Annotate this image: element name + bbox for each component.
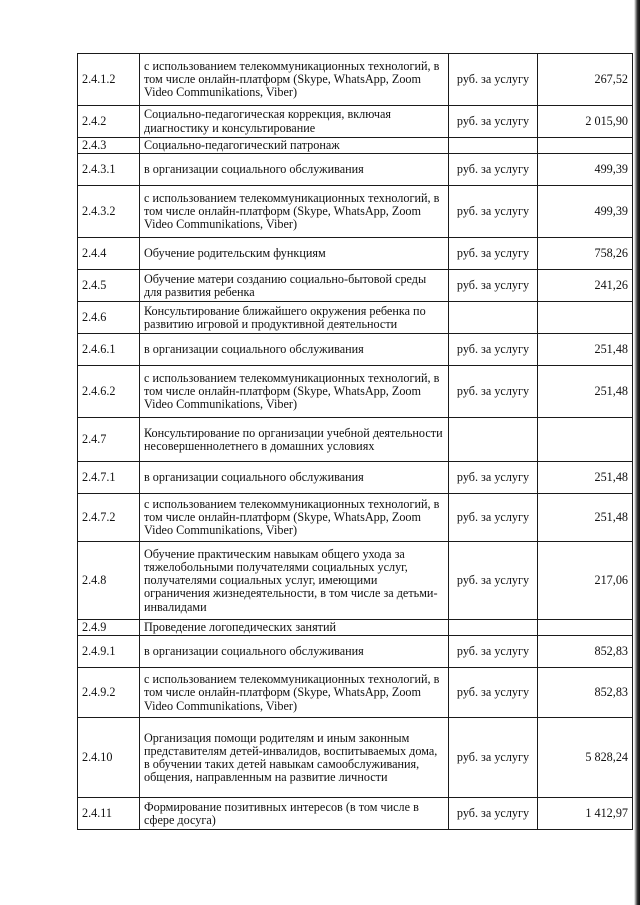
table-row bbox=[78, 798, 633, 830]
code-cell: 2.4.9 bbox=[78, 620, 140, 636]
table-row bbox=[78, 620, 633, 636]
code-cell: 2.4.9.2 bbox=[78, 668, 140, 718]
service-name-cell: Обучение практическим навыкам общего ухода за тяжелобольными получателями социальных услуг, получателями социальных услуг, имеющими ограничения жизнедеятельности, в том числе за детьми-инвалидами bbox=[140, 542, 449, 620]
unit-cell: руб. за услугу bbox=[449, 54, 538, 106]
table-row bbox=[78, 138, 633, 154]
service-name-cell: с использованием телекоммуникационных технологий, в том числе онлайн-платформ (Skype, WhatsApp, Zoom Video Communikations, Viber) bbox=[140, 186, 449, 238]
code-cell: 2.4.7.2 bbox=[78, 494, 140, 542]
unit-cell: руб. за услугу bbox=[449, 154, 538, 186]
price-cell: 2 015,90 bbox=[538, 106, 633, 138]
code-cell: 2.4.6.1 bbox=[78, 334, 140, 366]
service-name-cell: Обучение матери созданию социально-бытовой среды для развития ребенка bbox=[140, 270, 449, 302]
service-name-cell: с использованием телекоммуникационных технологий, в том числе онлайн-платформ (Skype, WhatsApp, Zoom Video Communikations, Viber) bbox=[140, 494, 449, 542]
code-cell: 2.4.7.1 bbox=[78, 462, 140, 494]
unit-cell: руб. за услугу bbox=[449, 462, 538, 494]
service-name-cell: в организации социального обслуживания bbox=[140, 636, 449, 668]
code-cell: 2.4.3 bbox=[78, 138, 140, 154]
table-row bbox=[78, 302, 633, 334]
code-cell: 2.4.10 bbox=[78, 718, 140, 798]
service-name-cell: с использованием телекоммуникационных технологий, в том числе онлайн-платформ (Skype, WhatsApp, Zoom Video Communikations, Viber) bbox=[140, 668, 449, 718]
code-cell: 2.4.1.2 bbox=[78, 54, 140, 106]
price-cell: 852,83 bbox=[538, 668, 633, 718]
service-name-cell: Организация помощи родителям и иным законным представителям детей-инвалидов, воспитываемых дома, в обучении таких детей навыкам самообслуживания, общения, направленным на развитие личности bbox=[140, 718, 449, 798]
code-cell: 2.4.9.1 bbox=[78, 636, 140, 668]
unit-cell: руб. за услугу bbox=[449, 106, 538, 138]
tariff-table-body bbox=[78, 54, 633, 830]
unit-cell bbox=[449, 138, 538, 154]
service-name-cell: Социально-педагогическая коррекция, включая диагностику и консультирование bbox=[140, 106, 449, 138]
code-cell: 2.4.6.2 bbox=[78, 366, 140, 418]
unit-cell bbox=[449, 418, 538, 462]
tariff-table bbox=[77, 53, 633, 830]
price-cell: 499,39 bbox=[538, 186, 633, 238]
service-name-cell: в организации социального обслуживания bbox=[140, 462, 449, 494]
code-cell: 2.4.4 bbox=[78, 238, 140, 270]
unit-cell: руб. за услугу bbox=[449, 542, 538, 620]
unit-cell: руб. за услугу bbox=[449, 270, 538, 302]
service-name-cell: Проведение логопедических занятий bbox=[140, 620, 449, 636]
code-cell: 2.4.11 bbox=[78, 798, 140, 830]
table-row bbox=[78, 462, 633, 494]
unit-cell: руб. за услугу bbox=[449, 798, 538, 830]
price-cell: 251,48 bbox=[538, 334, 633, 366]
service-name-cell: Консультирование по организации учебной деятельности несовершеннолетнего в домашних условиях bbox=[140, 418, 449, 462]
table-row bbox=[78, 542, 633, 620]
unit-cell: руб. за услугу bbox=[449, 334, 538, 366]
table-row bbox=[78, 106, 633, 138]
table-row bbox=[78, 636, 633, 668]
scan-page-edge bbox=[634, 0, 640, 905]
table-row bbox=[78, 54, 633, 106]
price-cell: 251,48 bbox=[538, 366, 633, 418]
price-cell bbox=[538, 620, 633, 636]
code-cell: 2.4.8 bbox=[78, 542, 140, 620]
price-cell: 241,26 bbox=[538, 270, 633, 302]
price-cell bbox=[538, 138, 633, 154]
code-cell: 2.4.5 bbox=[78, 270, 140, 302]
unit-cell bbox=[449, 620, 538, 636]
service-name-cell: Консультирование ближайшего окружения ребенка по развитию игровой и продуктивной деятельности bbox=[140, 302, 449, 334]
service-name-cell: с использованием телекоммуникационных технологий, в том числе онлайн-платформ (Skype, WhatsApp, Zoom Video Communikations, Viber) bbox=[140, 366, 449, 418]
unit-cell: руб. за услугу bbox=[449, 718, 538, 798]
service-name-cell: в организации социального обслуживания bbox=[140, 154, 449, 186]
price-cell bbox=[538, 302, 633, 334]
unit-cell: руб. за услугу bbox=[449, 366, 538, 418]
table-row bbox=[78, 238, 633, 270]
unit-cell: руб. за услугу bbox=[449, 494, 538, 542]
price-cell: 217,06 bbox=[538, 542, 633, 620]
price-cell: 267,52 bbox=[538, 54, 633, 106]
service-name-cell: с использованием телекоммуникационных технологий, в том числе онлайн-платформ (Skype, WhatsApp, Zoom Video Communikations, Viber) bbox=[140, 54, 449, 106]
price-cell: 1 412,97 bbox=[538, 798, 633, 830]
table-row bbox=[78, 418, 633, 462]
code-cell: 2.4.3.2 bbox=[78, 186, 140, 238]
price-cell: 852,83 bbox=[538, 636, 633, 668]
service-name-cell: Формирование позитивных интересов (в том числе в сфере досуга) bbox=[140, 798, 449, 830]
code-cell: 2.4.6 bbox=[78, 302, 140, 334]
unit-cell: руб. за услугу bbox=[449, 668, 538, 718]
table-row bbox=[78, 334, 633, 366]
table-row bbox=[78, 186, 633, 238]
code-cell: 2.4.3.1 bbox=[78, 154, 140, 186]
service-name-cell: Обучение родительским функциям bbox=[140, 238, 449, 270]
price-cell: 251,48 bbox=[538, 494, 633, 542]
price-cell: 758,26 bbox=[538, 238, 633, 270]
unit-cell: руб. за услугу bbox=[449, 636, 538, 668]
service-name-cell: Социально-педагогический патронаж bbox=[140, 138, 449, 154]
table-row bbox=[78, 154, 633, 186]
unit-cell: руб. за услугу bbox=[449, 238, 538, 270]
code-cell: 2.4.7 bbox=[78, 418, 140, 462]
price-cell: 499,39 bbox=[538, 154, 633, 186]
table-row bbox=[78, 718, 633, 798]
price-cell bbox=[538, 418, 633, 462]
table-row bbox=[78, 668, 633, 718]
table-row bbox=[78, 494, 633, 542]
price-cell: 251,48 bbox=[538, 462, 633, 494]
code-cell: 2.4.2 bbox=[78, 106, 140, 138]
service-name-cell: в организации социального обслуживания bbox=[140, 334, 449, 366]
table-row bbox=[78, 366, 633, 418]
table-row bbox=[78, 270, 633, 302]
price-cell: 5 828,24 bbox=[538, 718, 633, 798]
unit-cell: руб. за услугу bbox=[449, 186, 538, 238]
unit-cell bbox=[449, 302, 538, 334]
